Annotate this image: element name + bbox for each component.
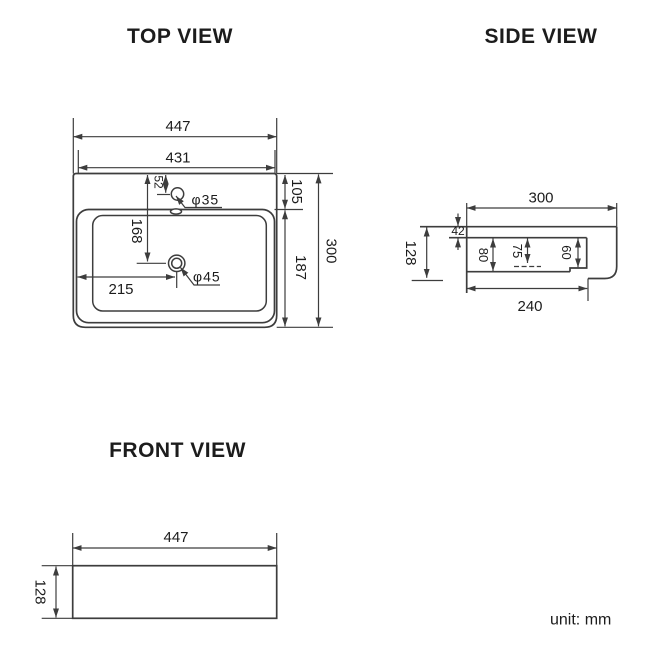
dim-deck-depth-label: 105 bbox=[288, 178, 305, 205]
unit-label: unit: mm bbox=[550, 611, 612, 629]
drain-hole-inner bbox=[172, 258, 182, 268]
dim-bowl-back-label: 60 bbox=[559, 245, 574, 260]
dim-bowl-depth-label: 187 bbox=[292, 254, 309, 281]
dim-drain-hole-label: φ45 bbox=[193, 268, 221, 285]
dim-faucet-offset-label: 52 bbox=[151, 175, 166, 189]
dim-overall-depth-label: 300 bbox=[322, 238, 340, 264]
overflow-slot bbox=[171, 209, 182, 214]
dim-front-width-label: 447 bbox=[163, 529, 189, 546]
basin-outer-rim bbox=[73, 174, 276, 328]
dim-depth-label: 300 bbox=[528, 189, 554, 207]
back-edge-curve bbox=[588, 227, 617, 279]
dim-overall-width-label: 447 bbox=[165, 118, 191, 135]
basin-front-outline bbox=[73, 566, 277, 619]
dim-rim-height-label: 42 bbox=[451, 224, 465, 238]
side-view bbox=[402, 25, 617, 315]
top-view-title: TOP VIEW bbox=[127, 25, 233, 48]
dim-drain-from-left-label: 215 bbox=[108, 281, 134, 298]
front-view-title: FRONT VIEW bbox=[109, 439, 246, 462]
dim-base-depth-label: 240 bbox=[517, 298, 543, 315]
dim-height-label: 128 bbox=[402, 240, 419, 266]
dim-bowl-mid-label: 75 bbox=[510, 243, 525, 259]
dim-faucet-hole-label: φ35 bbox=[191, 191, 220, 208]
top-view bbox=[73, 25, 339, 327]
dim-bowl-front-label: 80 bbox=[476, 247, 491, 263]
dim-drain-offset-label: 168 bbox=[128, 218, 145, 244]
side-view-title: SIDE VIEW bbox=[484, 25, 598, 48]
dim-basin-width-label: 431 bbox=[165, 149, 191, 167]
dim-front-height-label: 128 bbox=[31, 579, 49, 605]
front-view bbox=[32, 439, 277, 618]
bowl-opening-edge bbox=[77, 210, 275, 323]
